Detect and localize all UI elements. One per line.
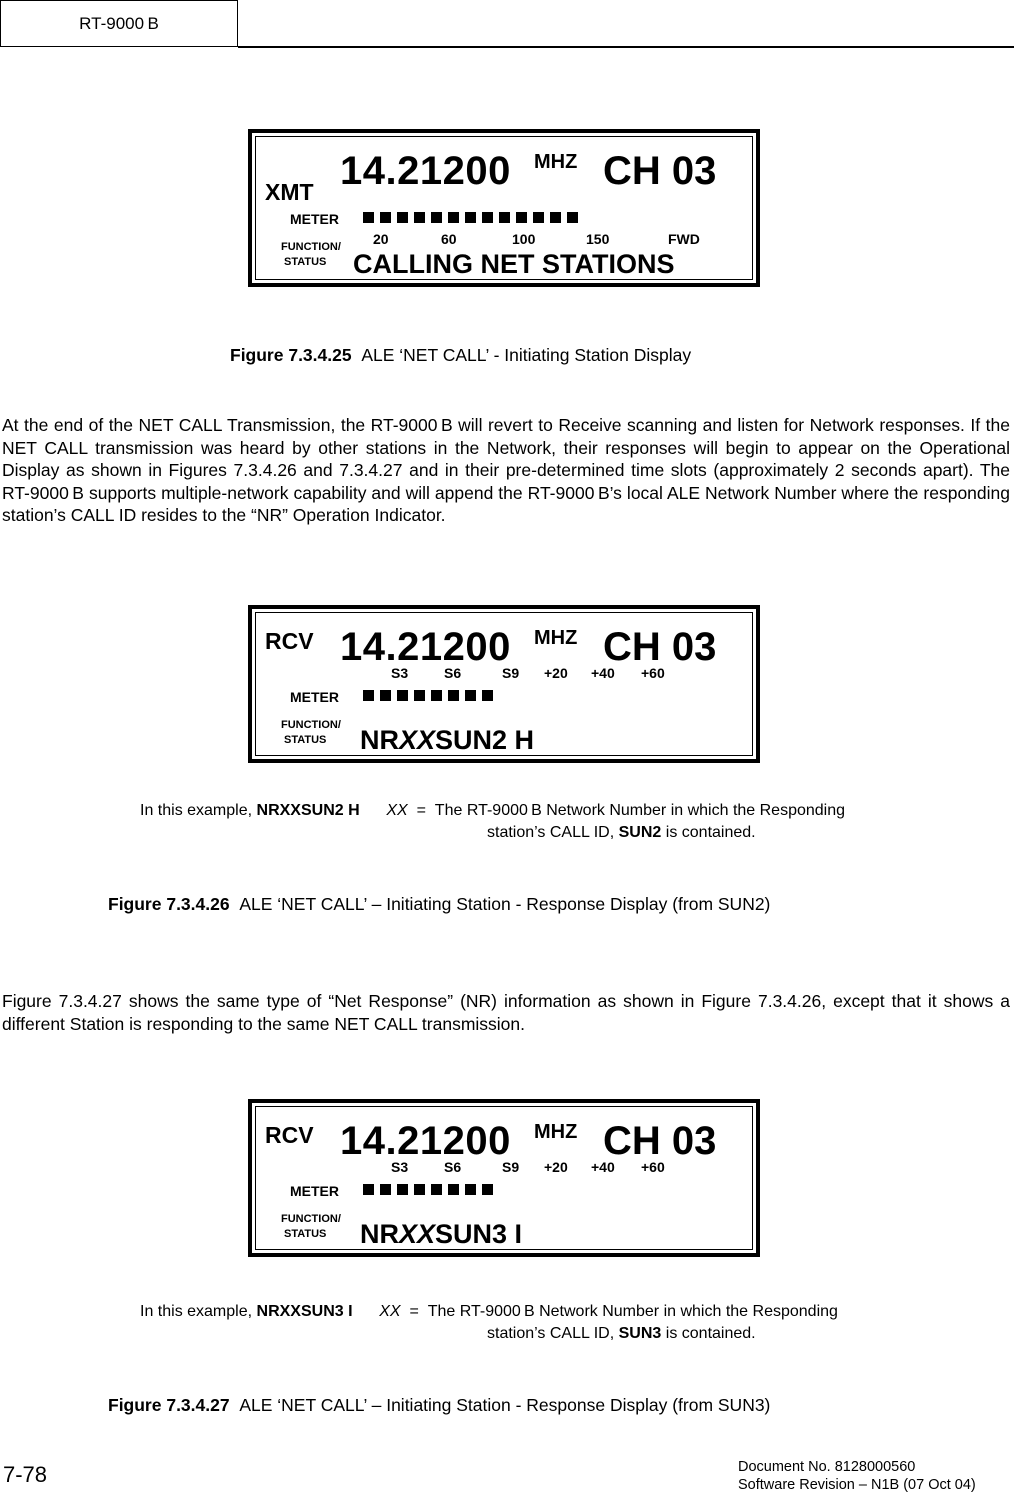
channel-readout: CH 03 <box>603 149 717 193</box>
rcv-display-panel <box>248 605 760 763</box>
signal-scale-label: S6 <box>444 1159 462 1175</box>
rcv-display-panel <box>248 1099 760 1257</box>
function-status-label: FUNCTION/ STATUS <box>281 241 341 268</box>
meter-segment <box>414 212 425 223</box>
header-doc-code: RT-9000 B <box>0 0 238 47</box>
meter-scale-label: 100 <box>512 231 536 247</box>
meter-segment <box>397 690 408 701</box>
meter-segment <box>397 212 408 223</box>
frequency-unit: MHZ <box>534 151 578 173</box>
status-text: NRXXSUN2 H <box>360 725 535 755</box>
signal-scale-label: +20 <box>544 665 568 681</box>
meter-scale-label: 150 <box>586 231 610 247</box>
meter-segment <box>431 690 442 701</box>
meter-segment <box>431 1184 442 1195</box>
meter-segment <box>516 212 527 223</box>
meter-bar-graph <box>363 212 575 223</box>
meter-segment <box>414 690 425 701</box>
display-inner-border <box>255 1106 753 1250</box>
display-inner-border <box>255 612 753 756</box>
signal-scale-label: +20 <box>544 1159 568 1175</box>
mode-indicator: RCV <box>265 628 314 654</box>
signal-scale-label: S9 <box>502 1159 520 1175</box>
meter-segment <box>431 212 442 223</box>
mode-indicator: RCV <box>265 1122 314 1148</box>
frequency-readout: 14.21200 <box>340 1119 511 1163</box>
signal-scale-label: S6 <box>444 665 462 681</box>
document-info: Document No. 8128000560 Software Revision – N1B (07 Oct 04) <box>738 1459 976 1493</box>
frequency-readout: 14.21200 <box>340 149 511 193</box>
meter-segment <box>482 690 493 701</box>
meter-segment <box>482 1184 493 1195</box>
display-inner-border <box>255 136 753 280</box>
meter-segment <box>448 690 459 701</box>
header-rule <box>238 46 1014 48</box>
figure-caption: Figure 7.3.4.26 ALE ‘NET CALL’ – Initiating Station - Response Display (from SUN2) <box>108 894 771 914</box>
body-paragraph: At the end of the NET CALL Transmission, the RT-9000 B will revert to Receive scanning and listen for Network responses. If the NET CALL transmission was heard by other stations in the Network, their responses will begin to appear on the Operational Display as shown in Figures 7.3.4.26 and 7.3.4.27 and in their pre-determined time slots (approximately 2 seconds apart). The RT-9000 B supports multiple-network capability and will append the RT-9000 B’s local ALE Network Number where the responding station’s CALL ID resides to the “NR” Operation Indicator. <box>2 415 1010 525</box>
meter-segment <box>465 690 476 701</box>
meter-segment <box>414 1184 425 1195</box>
meter-segment <box>482 212 493 223</box>
example-note: In this example, NRXXSUN2 H XX = The RT-9000 B Network Number in which the Responding <box>140 802 846 819</box>
meter-segment <box>465 1184 476 1195</box>
meter-segment <box>380 212 391 223</box>
meter-bar-graph <box>363 1184 503 1195</box>
meter-segment <box>533 212 544 223</box>
channel-readout: CH 03 <box>603 1119 717 1163</box>
signal-scale-label: +60 <box>641 1159 665 1175</box>
frequency-readout: 14.21200 <box>340 625 511 669</box>
example-note-continued: station’s CALL ID, SUN2 is contained. <box>487 824 756 841</box>
function-status-label: FUNCTION/ STATUS <box>281 719 341 746</box>
meter-segment <box>397 1184 408 1195</box>
figure-caption: Figure 7.3.4.25 ALE ‘NET CALL’ - Initiating Station Display <box>230 345 692 365</box>
page-number: 7-78 <box>3 1462 48 1487</box>
example-note-continued: station’s CALL ID, SUN3 is contained. <box>487 1325 756 1342</box>
meter-segment <box>363 212 374 223</box>
signal-scale-label: +40 <box>591 665 615 681</box>
meter-segment <box>380 690 391 701</box>
meter-segment <box>363 690 374 701</box>
mode-indicator: XMT <box>265 179 314 205</box>
meter-label: METER <box>290 1183 339 1199</box>
meter-segment <box>363 1184 374 1195</box>
meter-label: METER <box>290 689 339 705</box>
meter-scale-label: 20 <box>373 231 389 247</box>
meter-segment <box>448 212 459 223</box>
meter-scale-label: 60 <box>441 231 457 247</box>
meter-segment <box>380 1184 391 1195</box>
signal-scale-label: +40 <box>591 1159 615 1175</box>
signal-scale-label: S3 <box>391 665 409 681</box>
body-paragraph: Figure 7.3.4.27 shows the same type of “Net Response” (NR) information as shown in Figure 7.3.4.26, except that it shows a different Station is responding to the same NET CALL transmission. <box>2 991 1010 1034</box>
frequency-unit: MHZ <box>534 627 578 649</box>
xmt-display-panel <box>248 129 760 287</box>
meter-scale-label: FWD <box>668 231 700 247</box>
status-text: CALLING NET STATIONS <box>353 249 675 279</box>
meter-segment <box>448 1184 459 1195</box>
figure-caption: Figure 7.3.4.27 ALE ‘NET CALL’ – Initiating Station - Response Display (from SUN3) <box>108 1395 771 1415</box>
signal-scale-label: S9 <box>502 665 520 681</box>
meter-label: METER <box>290 211 339 227</box>
meter-bar-graph <box>363 690 503 701</box>
meter-segment <box>550 212 561 223</box>
signal-scale-label: +60 <box>641 665 665 681</box>
signal-scale-label: S3 <box>391 1159 409 1175</box>
example-note: In this example, NRXXSUN3 I XX = The RT-9000 B Network Number in which the Responding <box>140 1303 838 1320</box>
meter-segment <box>567 212 578 223</box>
meter-segment <box>499 212 510 223</box>
function-status-label: FUNCTION/ STATUS <box>281 1213 341 1240</box>
meter-segment <box>465 212 476 223</box>
frequency-unit: MHZ <box>534 1121 578 1143</box>
status-text: NRXXSUN3 I <box>360 1219 523 1249</box>
channel-readout: CH 03 <box>603 625 717 669</box>
